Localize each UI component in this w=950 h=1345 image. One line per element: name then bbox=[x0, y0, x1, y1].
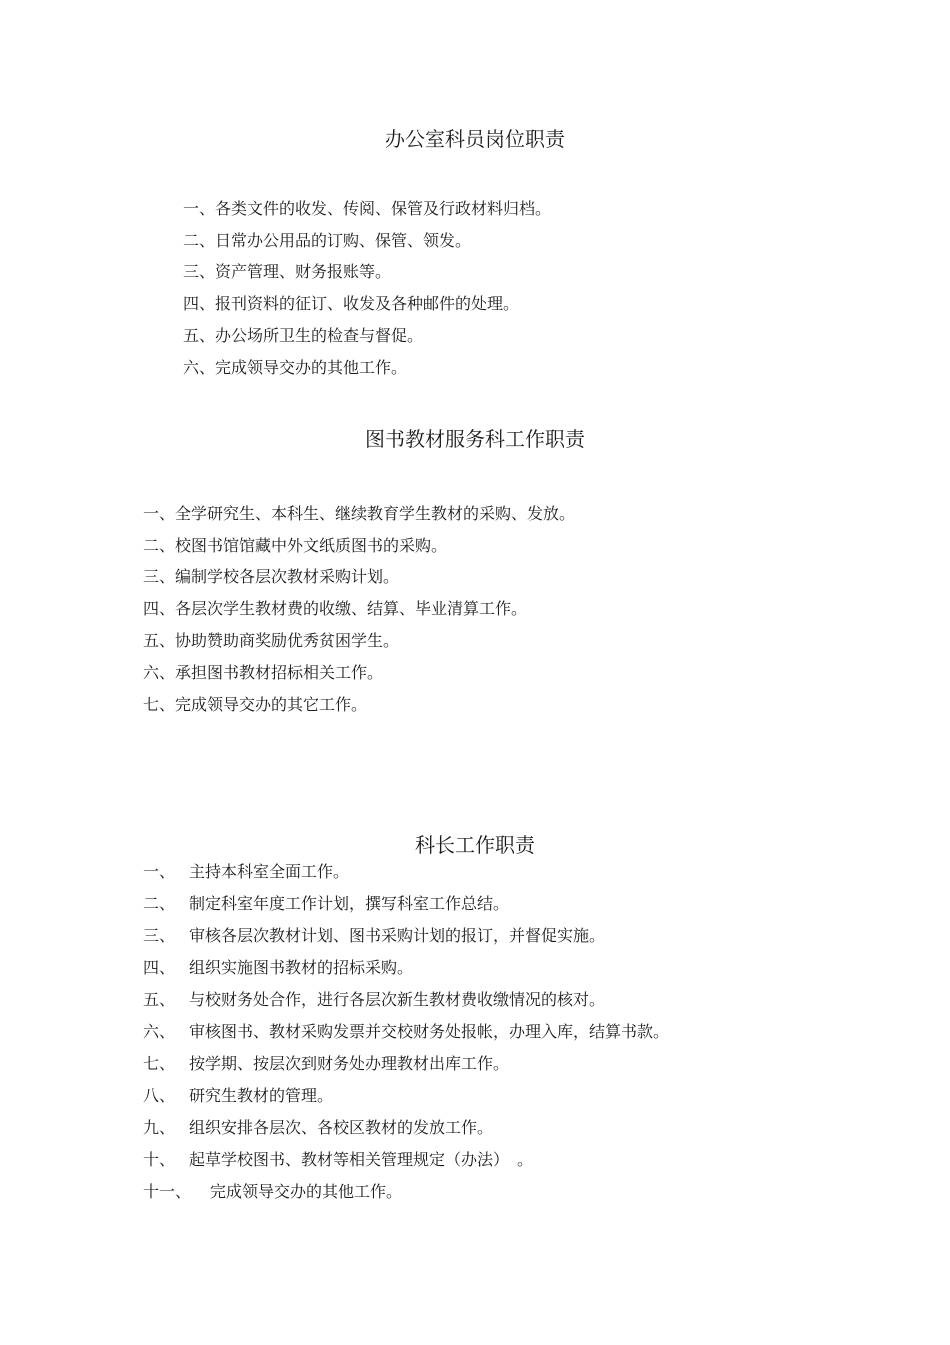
item-text: 全学研究生、本科生、继续教育学生教材的采购、发放。 bbox=[175, 504, 576, 523]
item-number: 四、 bbox=[183, 294, 216, 313]
list-item bbox=[143, 663, 383, 683]
item-text: 各类文件的收发、传阅、保管及行政材料归档。 bbox=[215, 199, 552, 218]
item-number: 二、 bbox=[143, 536, 176, 555]
item-text: 各层次学生教材费的收缴、结算、毕业清算工作。 bbox=[175, 599, 528, 618]
item-number: 七、 bbox=[143, 1054, 176, 1073]
section-title: 办公室科员岗位职责 bbox=[385, 127, 565, 151]
list-item bbox=[143, 1086, 333, 1106]
list-item bbox=[183, 358, 407, 378]
item-number: 三、 bbox=[143, 926, 176, 945]
list-item bbox=[143, 958, 413, 978]
list-item bbox=[143, 1182, 402, 1202]
item-text: 起草学校图书、教材等相关管理规定（办法） 。 bbox=[189, 1150, 534, 1169]
item-number: 十一、 bbox=[143, 1182, 192, 1201]
item-number: 一、 bbox=[183, 199, 216, 218]
list-item bbox=[143, 504, 575, 524]
list-item bbox=[143, 894, 509, 914]
item-text: 主持本科室全面工作。 bbox=[189, 862, 350, 881]
item-text: 资产管理、财务报账等。 bbox=[215, 262, 392, 281]
list-item bbox=[183, 294, 519, 314]
item-text: 组织安排各层次、各校区教材的发放工作。 bbox=[189, 1118, 494, 1137]
item-text: 完成领导交办的其它工作。 bbox=[175, 695, 368, 714]
list-item bbox=[183, 262, 391, 282]
item-text: 编制学校各层次教材采购计划。 bbox=[175, 567, 400, 586]
item-text: 研究生教材的管理。 bbox=[189, 1086, 334, 1105]
item-text: 审核各层次教材计划、图书采购计划的报订，并督促实施。 bbox=[189, 926, 606, 945]
item-text: 审核图书、教材采购发票并交校财务处报帐，办理入库，结算书款。 bbox=[189, 1022, 670, 1041]
item-number: 五、 bbox=[143, 990, 176, 1009]
list-item bbox=[143, 695, 367, 715]
item-number: 二、 bbox=[143, 894, 176, 913]
list-item bbox=[143, 567, 399, 587]
item-number: 三、 bbox=[183, 262, 216, 281]
item-number: 三、 bbox=[143, 567, 176, 586]
item-number: 六、 bbox=[143, 663, 176, 682]
item-text: 制定科室年度工作计划，撰写科室工作总结。 bbox=[189, 894, 510, 913]
item-text: 完成领导交办的其他工作。 bbox=[210, 1182, 403, 1201]
item-text: 承担图书教材招标相关工作。 bbox=[175, 663, 384, 682]
item-number: 四、 bbox=[143, 958, 176, 977]
list-item bbox=[143, 1150, 533, 1170]
list-item bbox=[183, 326, 423, 346]
list-item bbox=[143, 1118, 493, 1138]
list-item bbox=[143, 631, 399, 651]
item-number: 九、 bbox=[143, 1118, 176, 1137]
item-number: 八、 bbox=[143, 1086, 176, 1105]
item-number: 一、 bbox=[143, 862, 176, 881]
list-item bbox=[143, 1022, 669, 1042]
list-item bbox=[143, 536, 447, 556]
item-text: 报刊资料的征订、收发及各种邮件的处理。 bbox=[215, 294, 520, 313]
item-text: 组织实施图书教材的招标采购。 bbox=[189, 958, 414, 977]
item-number: 一、 bbox=[143, 504, 176, 523]
list-item bbox=[143, 862, 349, 882]
item-number: 五、 bbox=[183, 326, 216, 345]
item-text: 办公场所卫生的检查与督促。 bbox=[215, 326, 424, 345]
section-title: 科长工作职责 bbox=[415, 833, 535, 857]
list-item bbox=[183, 199, 551, 219]
item-number: 六、 bbox=[143, 1022, 176, 1041]
item-number: 二、 bbox=[183, 231, 216, 250]
list-item bbox=[143, 926, 605, 946]
list-item bbox=[143, 599, 527, 619]
item-number: 六、 bbox=[183, 358, 216, 377]
item-number: 五、 bbox=[143, 631, 176, 650]
item-text: 与校财务处合作，进行各层次新生教材费收缴情况的核对。 bbox=[189, 990, 606, 1009]
item-text: 日常办公用品的订购、保管、领发。 bbox=[215, 231, 472, 250]
item-number: 十、 bbox=[143, 1150, 176, 1169]
list-item bbox=[183, 231, 471, 251]
item-number: 四、 bbox=[143, 599, 176, 618]
list-item bbox=[143, 1054, 509, 1074]
item-number: 七、 bbox=[143, 695, 176, 714]
item-text: 校图书馆馆藏中外文纸质图书的采购。 bbox=[175, 536, 448, 555]
list-item bbox=[143, 990, 605, 1010]
item-text: 完成领导交办的其他工作。 bbox=[215, 358, 408, 377]
item-text: 协助赞助商奖励优秀贫困学生。 bbox=[175, 631, 400, 650]
item-text: 按学期、按层次到财务处办理教材出库工作。 bbox=[189, 1054, 510, 1073]
section-title: 图书教材服务科工作职责 bbox=[365, 427, 585, 451]
